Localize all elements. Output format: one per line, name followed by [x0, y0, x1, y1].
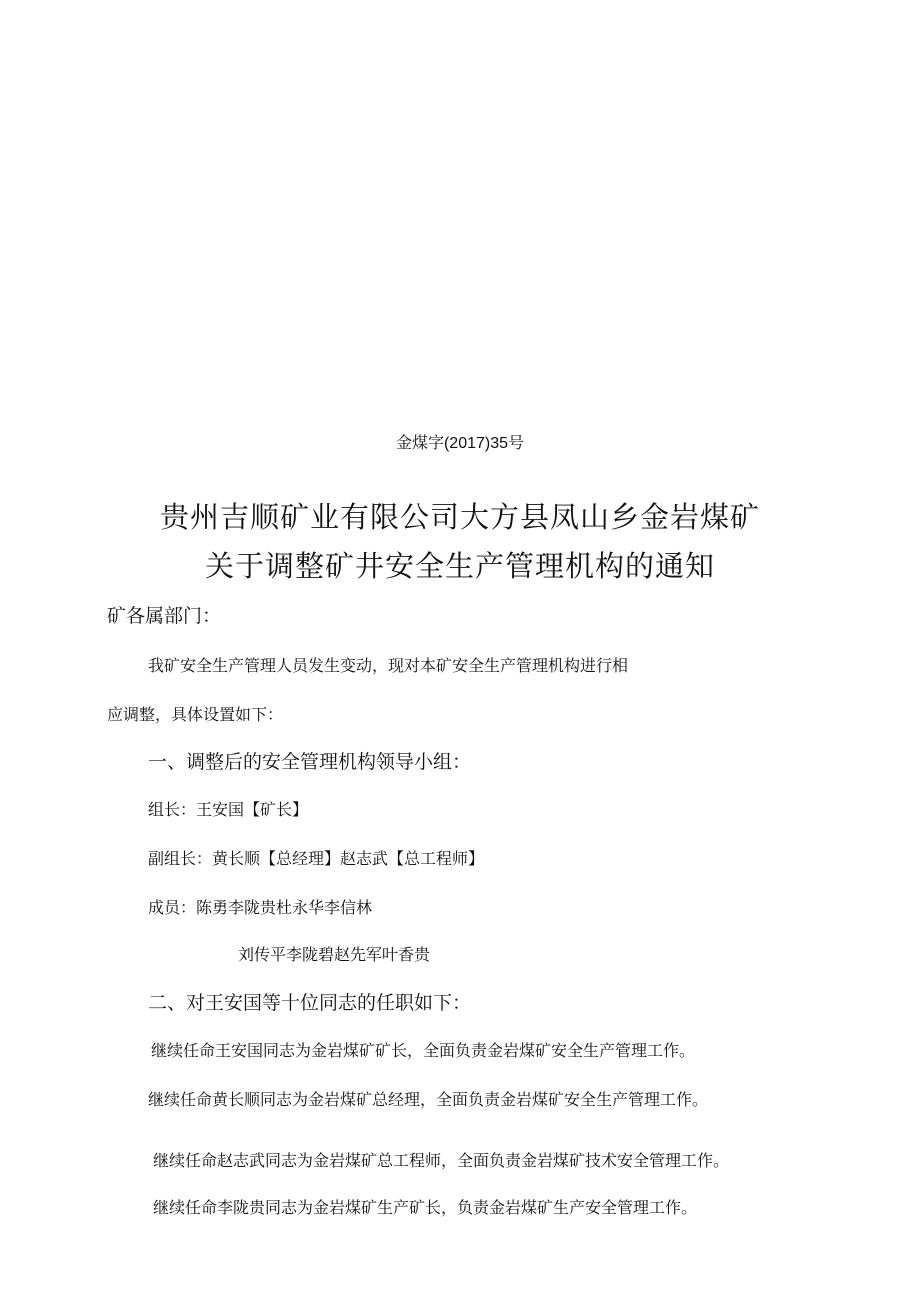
section-2-heading: 二、对王安国等十位同志的任职如下： [148, 992, 472, 1014]
group-members-line-2: 刘传平李陇碧赵先军叶香贵 [238, 945, 431, 964]
intro-paragraph-line-1: 我矿安全生产管理人员发生变动，现对本矿安全生产管理机构进行相 [148, 656, 629, 675]
salutation: 矿各属部门： [107, 605, 222, 627]
group-members-line-1: 成员：陈勇李陇贵杜永华李信林 [148, 898, 373, 917]
document-title-line-1: 贵州吉顺矿业有限公司大方县凤山乡金岩煤矿 [159, 500, 760, 534]
group-leader: 组长：王安国【矿长】 [148, 800, 309, 819]
appointment-item: 继续任命王安国同志为金岩煤矿矿长，全面负责金岩煤矿安全生产管理工作。 [151, 1041, 696, 1060]
document-number: 金煤字(2017)35号 [395, 435, 525, 452]
intro-paragraph-line-2: 应调整，具体设置如下： [107, 705, 284, 724]
deputy-group-leaders: 副组长：黄长顺【总经理】赵志武【总工程师】 [148, 849, 485, 868]
document-title-line-2: 关于调整矿井安全生产管理机构的通知 [204, 549, 715, 583]
appointment-item: 继续任命李陇贵同志为金岩煤矿生产矿长，负责金岩煤矿生产安全管理工作。 [153, 1198, 698, 1217]
appointment-item: 继续任命黄长顺同志为金岩煤矿总经理，全面负责金岩煤矿安全生产管理工作。 [148, 1090, 709, 1109]
section-1-heading: 一、调整后的安全管理机构领导小组： [148, 751, 472, 773]
appointment-item: 继续任命赵志武同志为金岩煤矿总工程师，全面负责金岩煤矿技术安全管理工作。 [153, 1151, 730, 1170]
